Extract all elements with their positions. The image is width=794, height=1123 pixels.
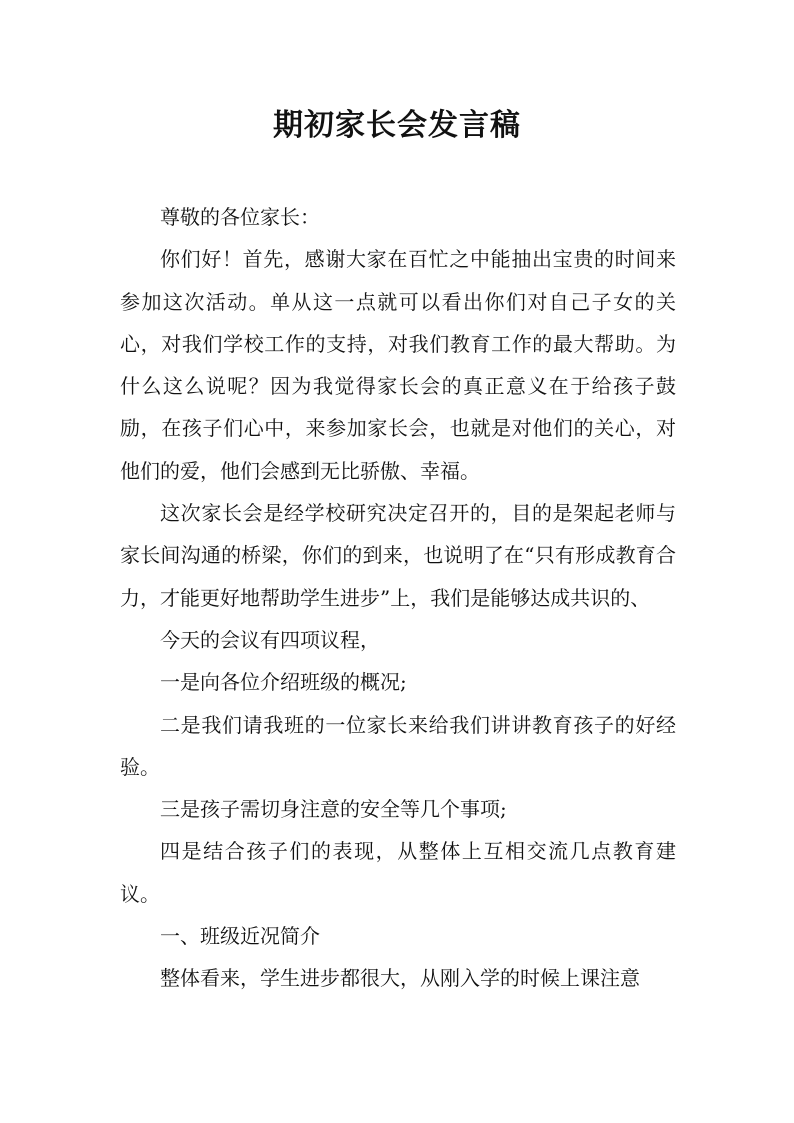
paragraph: 整体看来，学生进步都很大，从刚入学的时候上课注意 xyxy=(160,966,640,991)
paragraph: 这次家长会是经学校研究决定召开的，目的是架起老师与家长间沟通的桥梁，你们的到来，也说明了在“只有形成教育合力，才能更好地帮助学生进步”上，我们是能够达成共识的、 xyxy=(120,501,676,610)
paragraph-greeting: 尊敬的各位家长： xyxy=(160,205,320,229)
agenda-item: 一是向各位介绍班级的概况; xyxy=(160,670,407,695)
document-body xyxy=(120,196,676,1000)
section-heading: 一、班级近况简介 xyxy=(160,924,320,949)
paragraph: 今天的会议有四项议程， xyxy=(160,627,380,652)
document-title: 期初家长会发言稿 xyxy=(273,108,521,143)
agenda-item: 三是孩子需切身注意的安全等几个事项; xyxy=(160,797,507,822)
agenda-item: 二是我们请我班的一位家长来给我们讲讲教育孩子的好经验。 xyxy=(120,712,676,779)
agenda-item: 四是结合孩子们的表现，从整体上互相交流几点教育建议。 xyxy=(120,839,676,906)
paragraph: 你们好！首先，感谢大家在百忙之中能抽出宝贵的时间来参加这次活动。单从这一点就可以看出你们对自己子女的关心，对我们学校工作的支持，对我们教育工作的最大帮助。为什么这么说呢？因为我觉得家长会的真正意义在于给孩子鼓励，在孩子们心中，来参加家长会，也就是对他们的关心，对他们的爱，他们会感到无比骄傲、幸福。 xyxy=(120,247,676,483)
